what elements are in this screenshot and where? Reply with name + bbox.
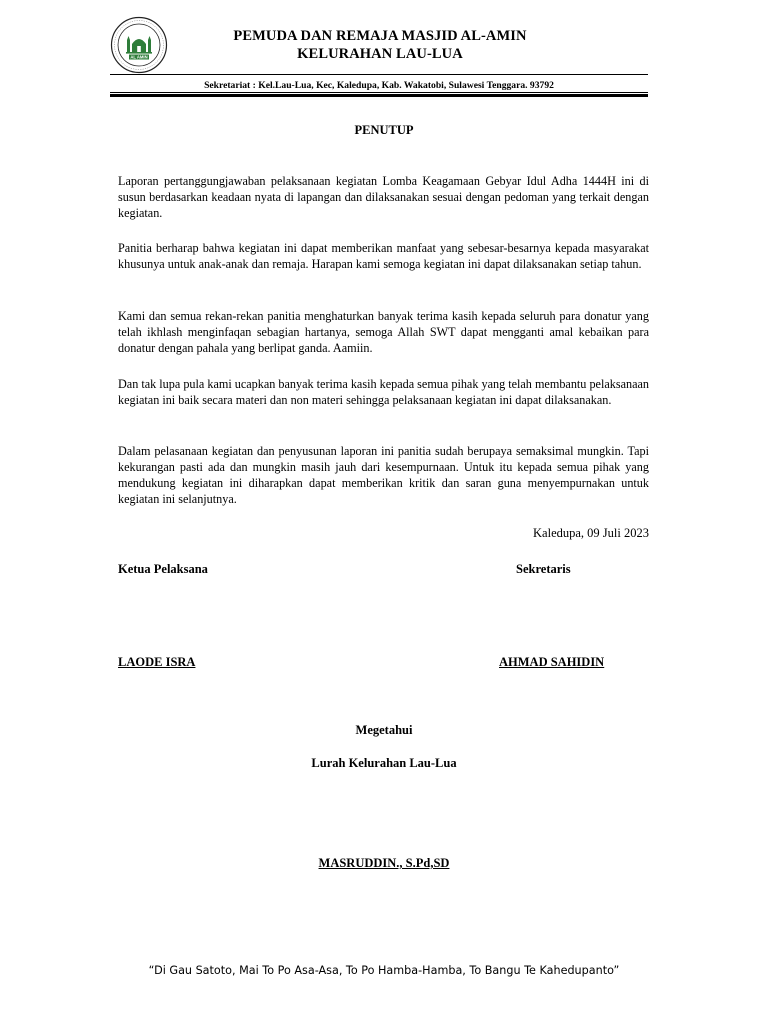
lurah-name: MASRUDDIN., S.Pd,SD	[318, 856, 450, 870]
paragraph: Panitia berharap bahwa kegiatan ini dapat memberikan manfaat yang sebesar-besarnya kepada masyarakat khusunya untuk anak-anak dan remaja. Harapan kami semoga kegiatan ini dapat dilaksanakan setiap tahun.	[118, 241, 649, 271]
ketua-title: Ketua Pelaksana	[118, 562, 208, 576]
org-subname: KELURAHAN LAU-LUA	[297, 46, 463, 62]
masjid-logo	[110, 16, 168, 74]
logo-text: AL AMIN	[130, 54, 148, 60]
sekretaris-name: AHMAD SAHIDIN	[499, 655, 605, 669]
ketua-name: LAODE ISRA	[118, 655, 196, 669]
section-title: PENUTUP	[354, 123, 414, 137]
paragraph: Laporan pertanggungjawaban pelaksanaan kegiatan Lomba Keagamaan Gebyar Idul Adha 1444H ini di susun berdasarkan keadaan nyata di lapangan dan dilaksanakan sesuai dengan pedoman yang terkait dengan kegiatan.	[118, 174, 649, 220]
paragraph: Dan tak lupa pula kami ucapkan banyak terima kasih kepada semua pihak yang telah membantu pelaksanaan kegiatan ini baik secara materi dan non materi sehingga pelaksanaan kegiatan ini dapat dilaksanakan.	[118, 377, 649, 407]
secretariat-address: Sekretariat : Kel.Lau-Lua, Kec, Kaledupa, Kab. Wakatobi, Sulawesi Tenggara. 93792	[204, 80, 554, 91]
footer-motto: “Di Gau Satoto, Mai To Po Asa-Asa, To Po Hamba-Hamba, To Bangu Te Kahedupanto”	[148, 964, 620, 977]
lurah-title: Lurah Kelurahan Lau-Lua	[311, 756, 457, 770]
header-rule-top	[110, 74, 648, 75]
megetahui-label: Megetahui	[355, 723, 413, 737]
sekretaris-title: Sekretaris	[516, 562, 571, 576]
header-rule-mid	[110, 92, 648, 93]
paragraph: Kami dan semua rekan-rekan panitia menghaturkan banyak terima kasih kepada seluruh para donatur yang telah ikhlash menginfaqan sebagian hartanya, semoga Allah SWT dapat mengganti amal kebaikan para donatur dengan pahala yang berlipat ganda. Aamiin.	[118, 309, 649, 355]
paragraph: Dalam pelasanaan kegiatan dan penyusunan laporan ini panitia sudah berupaya semaksimal mungkin. Tapi kekurangan pasti ada dan mungkin masih jauh dari kesempurnaan. Untuk itu kepada semua pihak yang mendukung kegiatan ini diharapkan dapat memberikan kritik dan saran guna menyempurnakan untuk kegiatan ini selanjutnya.	[118, 444, 649, 506]
org-name: PEMUDA DAN REMAJA MASJID AL-AMIN	[233, 28, 527, 44]
place-date: Kaledupa, 09 Juli 2023	[533, 526, 649, 540]
header-rule-bottom	[110, 94, 648, 97]
